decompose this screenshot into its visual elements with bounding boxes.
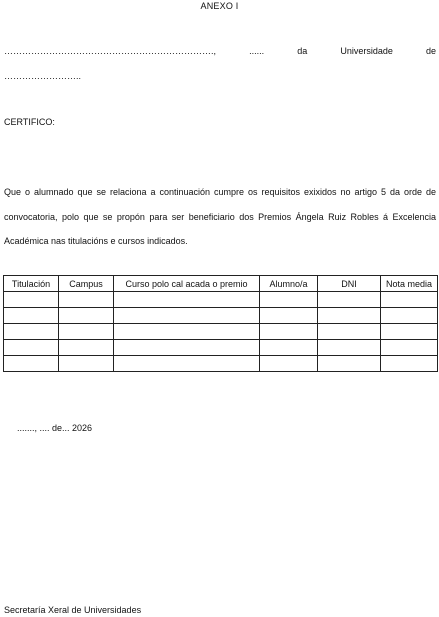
header-word-universidade: Universidade <box>340 46 393 56</box>
table-cell <box>4 292 59 308</box>
table-cell <box>114 292 260 308</box>
col-header-titulacion: Titulación <box>4 276 59 292</box>
document-title: ANEXO I <box>200 1 239 11</box>
footer-signature: Secretaría Xeral de Universidades <box>4 605 142 615</box>
certification-paragraph: Que o alumnado que se relaciona a continuación cumpre os requisitos exixidos no artigo 5 da orde de convocatoria, polo que se propón para ser beneficiario dos Premios Ángela Ruiz Robles á Excelencia Académica nas titulacións e cursos indicados. <box>4 187 436 246</box>
table-cell <box>114 340 260 356</box>
col-header-nota-media: Nota media <box>381 276 438 292</box>
table-cell <box>260 356 318 372</box>
table-cell <box>260 340 318 356</box>
table-header-row <box>4 276 438 292</box>
table-cell <box>260 324 318 340</box>
table-cell <box>4 324 59 340</box>
header-dots-long: ……………………………………………………………., <box>4 46 217 56</box>
table-cell <box>381 292 438 308</box>
table-cell <box>59 292 114 308</box>
header-line <box>4 46 436 56</box>
date-line: ......., .... de... 2026 <box>17 423 93 433</box>
header-line-2: …………………….. <box>4 71 82 81</box>
header-dots-short: ...... <box>249 46 265 56</box>
table-cell <box>318 324 381 340</box>
table-row <box>4 340 438 356</box>
table-cell <box>59 308 114 324</box>
table-cell <box>260 308 318 324</box>
table-cell <box>318 340 381 356</box>
table-cell <box>381 308 438 324</box>
col-header-dni: DNI <box>318 276 381 292</box>
col-header-campus: Campus <box>59 276 114 292</box>
table-cell <box>59 324 114 340</box>
table-row <box>4 308 438 324</box>
table-cell <box>114 324 260 340</box>
col-header-curso: Curso polo cal acada o premio <box>114 276 260 292</box>
table-cell <box>381 356 438 372</box>
table-cell <box>4 340 59 356</box>
table-cell <box>59 340 114 356</box>
table-cell <box>4 356 59 372</box>
header-word-de: de <box>425 46 436 56</box>
table-cell <box>381 324 438 340</box>
table-cell <box>4 308 59 324</box>
table-cell <box>260 292 318 308</box>
table-cell <box>114 356 260 372</box>
table-cell <box>318 308 381 324</box>
table-cell <box>114 308 260 324</box>
table-row <box>4 356 438 372</box>
col-header-alumno: Alumno/a <box>260 276 318 292</box>
table-cell <box>381 340 438 356</box>
table-cell <box>318 356 381 372</box>
table-cell <box>59 356 114 372</box>
students-table <box>3 275 438 372</box>
table-cell <box>318 292 381 308</box>
header-word-da: da <box>297 46 308 56</box>
certifico-label: CERTIFICO: <box>4 117 55 127</box>
table-row <box>4 292 438 308</box>
table-row <box>4 324 438 340</box>
